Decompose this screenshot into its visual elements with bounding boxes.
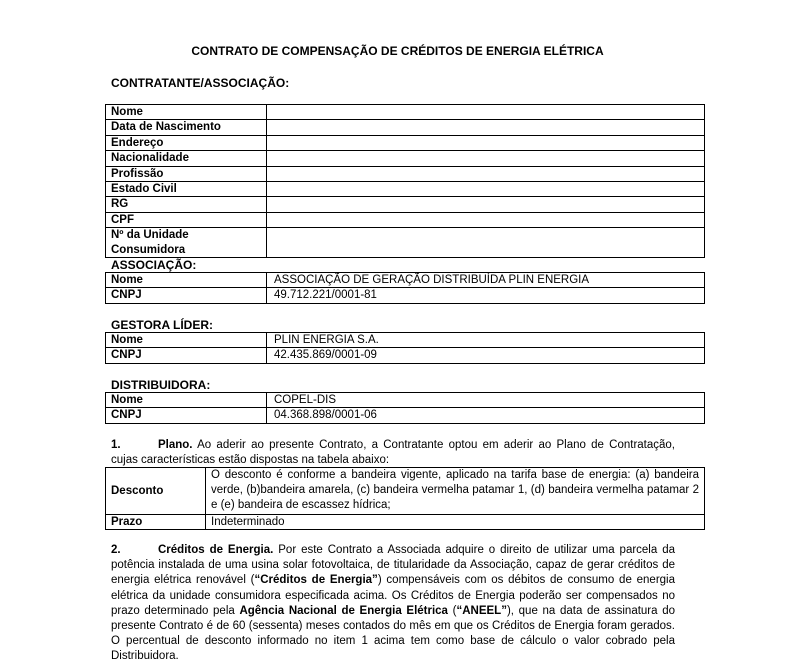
clause-2-term: Agência Nacional de Energia Elétrica: [239, 604, 448, 617]
desconto-label: Desconto: [106, 468, 206, 515]
clause-1-title: Plano.: [158, 439, 193, 451]
clause-2-title: Créditos de Energia.: [158, 544, 274, 556]
associacao-row-value: ASSOCIAÇÃO DE GERAÇÃO DISTRIBUÍDA PLIN ENERGIA: [267, 273, 705, 288]
plano-table: [105, 467, 705, 530]
distribuidora-table: [105, 392, 705, 424]
prazo-value: Indeterminado: [206, 514, 705, 529]
gestora-rows: [106, 333, 705, 364]
contratante-table: [105, 104, 705, 258]
desconto-value: O desconto é conforme a bandeira vigente, aplicado na tarifa base de energia: (a) bandeira verde, (b)bandeira amarela, (c) bandeira vermelha patamar 1, (d) bandeira vermelha patamar 2 e (e) bandeira de escassez hídrica;: [206, 468, 705, 515]
distribuidora-row-label: Nome: [106, 393, 267, 408]
table-row: [106, 393, 705, 408]
gestora-heading: GESTORA LÍDER:: [111, 318, 214, 332]
distribuidora-heading: DISTRIBUIDORA:: [111, 378, 211, 392]
contratante-row-value: [267, 197, 705, 212]
associacao-rows: [106, 273, 705, 304]
clause-2-text: ), que na data de assinatura do presente Contrato é de 60 (sessenta) meses contados do mês em que os Créditos de Energia foram gerados. O percentual de desconto informado no item 1 acima tem como base de cálculo o valor cobrado pela Distribuidora.: [111, 604, 675, 663]
table-row: [106, 166, 705, 181]
gestora-row-label: Nome: [106, 333, 267, 348]
associacao-row-label: CNPJ: [106, 288, 267, 303]
contratante-row-value: [267, 182, 705, 197]
gestora-row-label: CNPJ: [106, 348, 267, 363]
contratante-row-value: [267, 151, 705, 166]
clause-1-number: 1.: [111, 439, 121, 451]
document-title: CONTRATO DE COMPENSAÇÃO DE CRÉDITOS DE ENERGIA ELÉTRICA: [191, 44, 604, 58]
clause-1: [111, 438, 675, 468]
contratante-row-value: [267, 212, 705, 227]
contratante-row-label: Nº da Unidade Consumidora: [106, 228, 267, 258]
table-row: [106, 135, 705, 150]
clause-2-term: “Créditos de Energia”: [254, 574, 378, 587]
table-row: [106, 197, 705, 212]
table-row: [106, 348, 705, 363]
contratante-row-label: Nacionalidade: [106, 151, 267, 166]
contratante-row-label: Profissão: [106, 166, 267, 181]
table-row: [106, 151, 705, 166]
associacao-table: [105, 272, 705, 304]
distribuidora-row-value: COPEL-DIS: [267, 393, 705, 408]
distribuidora-rows: [106, 393, 705, 424]
contratante-row-value: [267, 166, 705, 181]
table-row: [106, 468, 705, 515]
gestora-row-value: PLIN ENERGIA S.A.: [267, 333, 705, 348]
contratante-row-value: [267, 105, 705, 120]
gestora-row-value: 42.435.869/0001-09: [267, 348, 705, 363]
contratante-rows: [106, 105, 705, 258]
table-row: [106, 212, 705, 227]
prazo-label: Prazo: [106, 514, 206, 529]
contratante-row-value: [267, 135, 705, 150]
clause-2-term: “ANEEL”: [456, 604, 507, 617]
associacao-heading: ASSOCIAÇÃO:: [111, 258, 197, 272]
clause-2: [111, 543, 675, 665]
contratante-row-value: [267, 228, 705, 258]
clause-2-number: 2.: [111, 544, 121, 556]
contratante-row-label: Data de Nascimento: [106, 120, 267, 135]
associacao-row-label: Nome: [106, 273, 267, 288]
table-row: [106, 273, 705, 288]
table-row: [106, 120, 705, 135]
distribuidora-row-label: CNPJ: [106, 408, 267, 423]
clause-2-text: Por este Contrato a Associada adquire o direito de utilizar uma parcela da potência instalada de uma usina solar fotovoltaica, de titularidade da Associação, capaz de gerar créditos de energia elétrica renovável (: [111, 544, 675, 587]
contratante-row-label: Nome: [106, 105, 267, 120]
table-row: [106, 514, 705, 529]
table-row: [106, 288, 705, 303]
associacao-row-value: 49.712.221/0001-81: [267, 288, 705, 303]
table-row: [106, 182, 705, 197]
table-row: [106, 333, 705, 348]
contratante-row-label: RG: [106, 197, 267, 212]
contratante-row-value: [267, 120, 705, 135]
contratante-row-label: CPF: [106, 212, 267, 227]
clause-2-text: ) compensáveis com os débitos de consumo de energia elétrica da unidade consumidora especificada acima. Os Créditos de Energia poderão ser compensados no prazo determinado pela: [111, 574, 675, 617]
clause-1-text: Ao aderir ao presente Contrato, a Contratante optou em aderir ao Plano de Contratação, cujas características estão dispostas na tabela abaixo:: [111, 439, 675, 467]
table-row: [106, 408, 705, 423]
contratante-row-label: Endereço: [106, 135, 267, 150]
table-row: [106, 105, 705, 120]
table-row: [106, 228, 705, 258]
contratante-heading: CONTRATANTE/ASSOCIAÇÃO:: [111, 76, 290, 90]
distribuidora-row-value: 04.368.898/0001-06: [267, 408, 705, 423]
clause-2-text: (: [447, 604, 457, 617]
gestora-table: [105, 332, 705, 364]
contratante-row-label: Estado Civil: [106, 182, 267, 197]
